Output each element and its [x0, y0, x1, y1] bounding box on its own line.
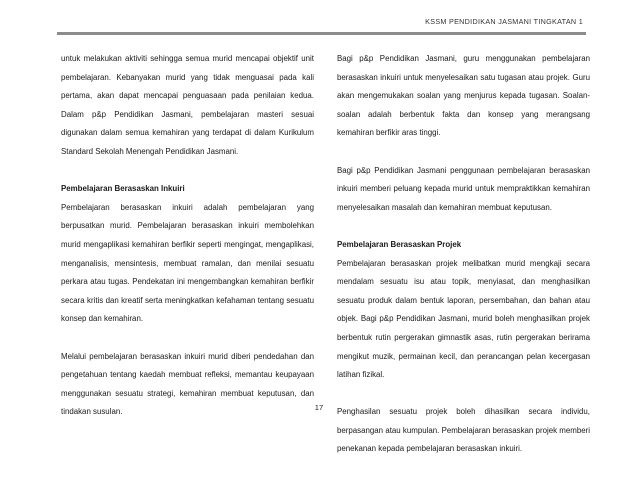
- page-number: 17: [314, 403, 324, 412]
- paragraph: Melalui pembelajaran berasaskan inkuiri murid diberi pendedahan dan pengetahuan tentang kaedah membuat refleksi, memantau keupayaan menggunakan sesuatu strategi, kemahiran membuat keputusan, dan tindakan susulan.: [61, 351, 314, 417]
- left-column: [61, 50, 314, 440]
- paragraph: untuk melakukan aktiviti sehingga semua murid mencapai objektif unit pembelajaran. Kebanyakan murid yang tidak menguasai pada kali pertama, akan dapat mencapai penguasaan pada penilaian kedua. Dalam p&p Pendidikan Jasmani, pembelajaran masteri sesuai digunakan dalam semua kemahiran yang terdapat di dalam Kurikulum Standard Sekolah Menengah Pendidikan Jasmani.: [61, 54, 314, 156]
- section-heading: Pembelajaran Berasaskan Inkuiri: [61, 184, 185, 194]
- paragraph: Pembelajaran berasaskan projek melibatkan murid mengkaji secara mendalam sesuatu isu atau topik, menyiasat, dan menghasilkan sesuatu produk dalam bentuk laporan, persembahan, dan bahan atau objek. Bagi p&p Pendidikan Jasmani, murid boleh menghasilkan projek berbentuk rutin pergerakan gimnastik asas, rutin pergerakan berirama mengikut muzik, permainan kecil, dan perancangan pelan kecergasan latihan fizikal.: [337, 258, 590, 380]
- paragraph: Bagi p&p Pendidikan Jasmani, guru menggunakan pembelajaran berasaskan inkuiri untuk menyelesaikan satu tugasan atau projek. Guru akan mengemukakan soalan yang menjurus kepada tugasan. Soalan-soalan adalah berbentuk fakta dan konsep yang merangsang kemahiran berfikir aras tinggi.: [337, 54, 590, 138]
- section-heading: Pembelajaran Berasaskan Projek: [337, 239, 462, 249]
- header-title: KSSM PENDIDIKAN JASMANI TINGKATAN 1: [425, 17, 583, 26]
- right-column: [337, 50, 590, 478]
- paragraph: Penghasilan sesuatu projek boleh dihasilkan secara individu, berpasangan atau kumpulan. Pembelajaran berasaskan projek memberi penekanan kepada pembelajaran berasaskan inkuiri.: [337, 407, 590, 454]
- paragraph: Pembelajaran berasaskan inkuiri adalah pembelajaran yang berpusatkan murid. Pembelajaran berasaskan inkuiri membolehkan murid mengaplikasi kemahiran berfikir seperti mengingat, mengaplikasi, menganalisis, mensintesis, membuat ramalan, dan menilai sesuatu perkara atau tugas. Pendekatan ini mengembangkan kemahiran berfikir secara kritis dan kreatif serta meningkatkan kefahaman tentang sesuatu konsep dan kemahiran.: [61, 202, 314, 324]
- header-rule: [57, 32, 586, 35]
- paragraph: Bagi p&p Pendidikan Jasmani penggunaan pembelajaran berasaskan inkuiri memberi peluang kepada murid untuk mempraktikkan kemahiran menyelesaikan masalah dan kemahiran membuat keputusan.: [337, 165, 590, 212]
